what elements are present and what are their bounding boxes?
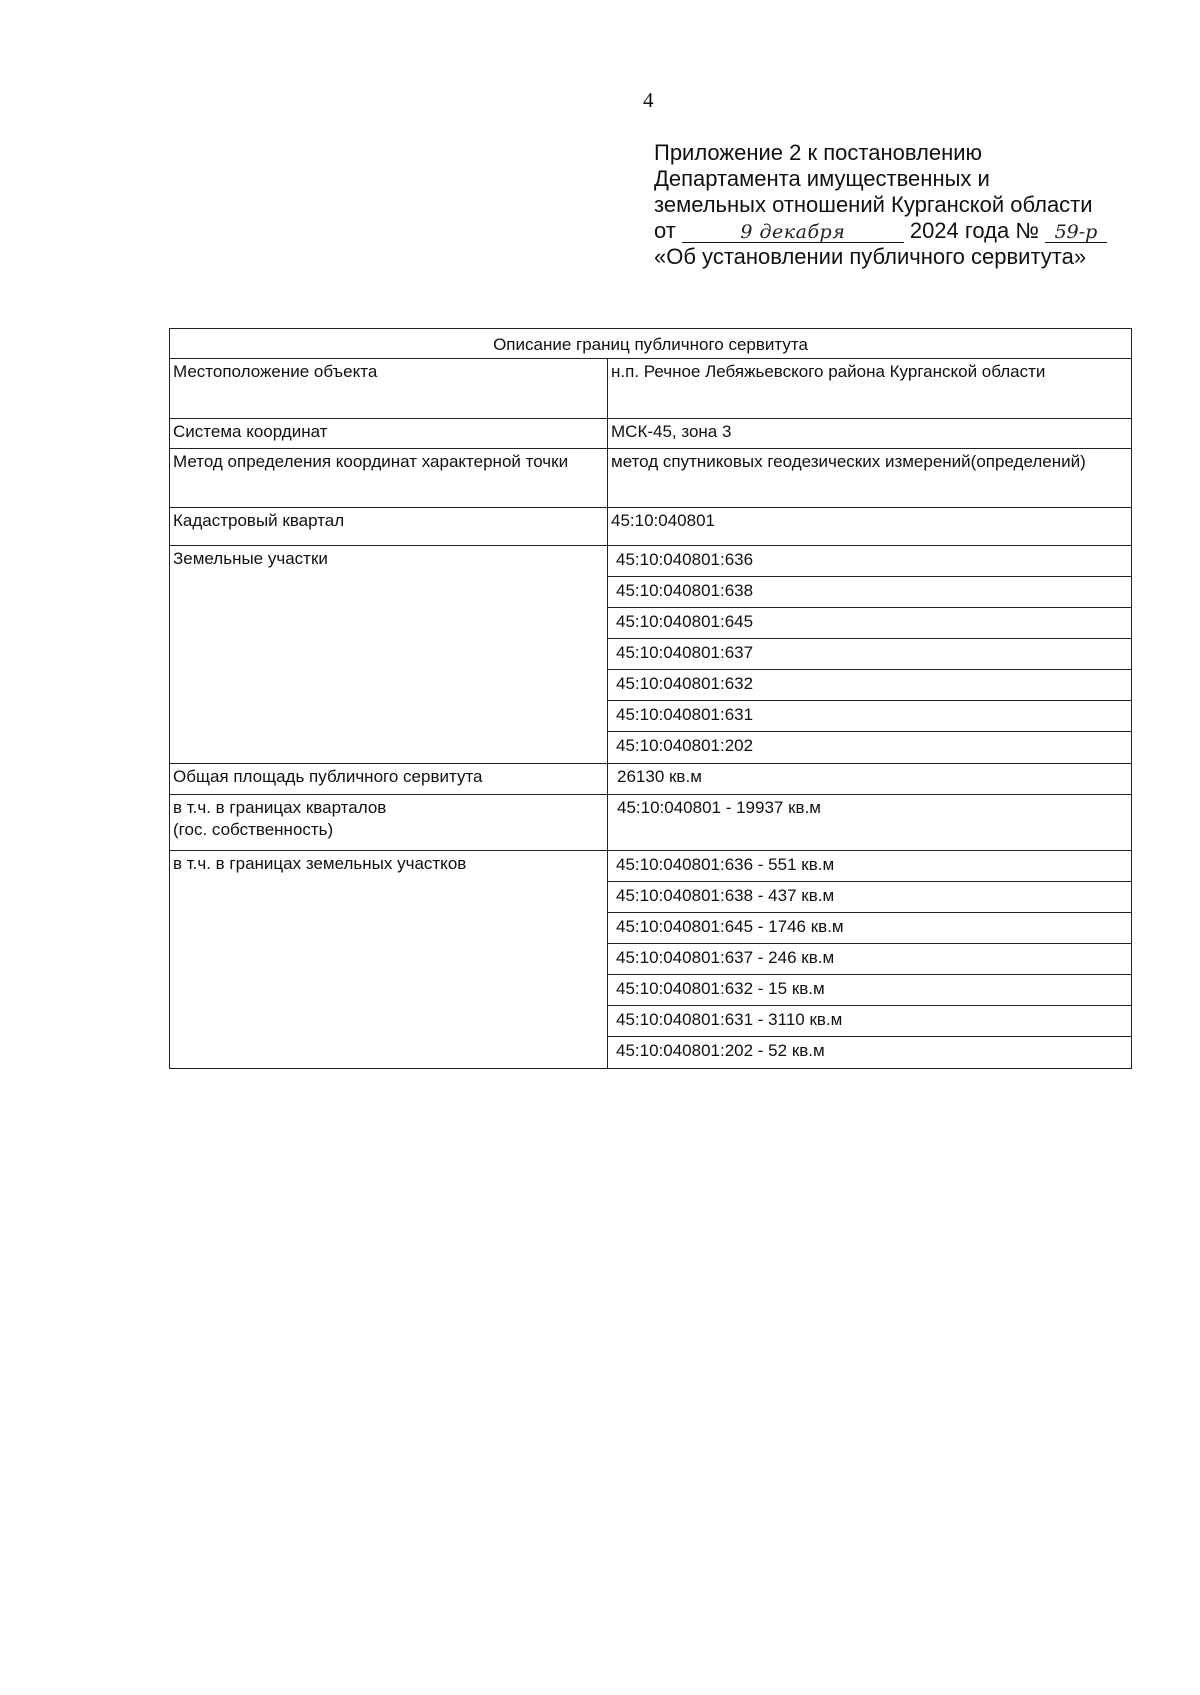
total-area-value: 26130 кв.м bbox=[617, 767, 702, 786]
table-row-coord-system bbox=[170, 419, 1131, 449]
quarters-label-line-1: в т.ч. в границах кварталов bbox=[173, 798, 387, 817]
appendix-line-1: Приложение 2 к постановлению bbox=[654, 140, 983, 165]
land-plots-label: Земельные участки bbox=[170, 546, 608, 763]
appendix-line-4 bbox=[654, 218, 1174, 244]
table-row-land-plots bbox=[170, 546, 1131, 764]
land-plot-item: 45:10:040801:632 bbox=[608, 670, 1131, 701]
handwritten-number: 59-р bbox=[1045, 222, 1107, 243]
table-row-location bbox=[170, 359, 1131, 419]
land-plot-item: 45:10:040801:636 bbox=[608, 546, 1131, 577]
appendix-line-2: Департамента имущественных и bbox=[654, 166, 990, 191]
year-label: 2024 года № bbox=[909, 218, 1039, 243]
plot-area-item: 45:10:040801:637 - 246 кв.м bbox=[608, 944, 1131, 975]
table-row-method bbox=[170, 449, 1131, 508]
plot-area-item: 45:10:040801:645 - 1746 кв.м bbox=[608, 913, 1131, 944]
plots-area-label: в т.ч. в границах земельных участков bbox=[170, 851, 608, 1068]
plot-area-item: 45:10:040801:632 - 15 кв.м bbox=[608, 975, 1131, 1006]
quarters-label bbox=[170, 795, 608, 850]
cadastral-quarter-label: Кадастровый квартал bbox=[170, 508, 608, 545]
plot-area-item: 45:10:040801:638 - 437 кв.м bbox=[608, 882, 1131, 913]
appendix-line-5: «Об установлении публичного сервитута» bbox=[654, 244, 1087, 269]
land-plot-item: 45:10:040801:202 bbox=[616, 736, 754, 755]
table-row-plots-area bbox=[170, 851, 1131, 1068]
plots-area-list bbox=[608, 851, 1131, 1068]
table-row-total-area bbox=[170, 764, 1131, 795]
land-plot-item: 45:10:040801:631 bbox=[608, 701, 1131, 732]
location-value: н.п. Речное Лебяжьевского района Курганской области bbox=[611, 362, 1046, 381]
table-row-cadastral-quarter bbox=[170, 508, 1131, 546]
table-row-quarters bbox=[170, 795, 1131, 851]
coord-system-label: Система координат bbox=[170, 419, 608, 448]
plot-area-item: 45:10:040801:202 - 52 кв.м bbox=[616, 1041, 825, 1060]
from-label: от bbox=[654, 218, 676, 243]
plot-area-item: 45:10:040801:636 - 551 кв.м bbox=[608, 851, 1131, 882]
cadastral-quarter-value: 45:10:040801 bbox=[611, 511, 715, 530]
appendix-header bbox=[654, 140, 1174, 270]
handwritten-date: 9 декабря bbox=[682, 222, 904, 243]
servitude-table bbox=[169, 328, 1132, 1069]
page-number: 4 bbox=[643, 88, 654, 112]
land-plot-item: 45:10:040801:637 bbox=[608, 639, 1131, 670]
quarters-label-line-2: (гос. собственность) bbox=[173, 820, 334, 839]
total-area-label: Общая площадь публичного сервитута bbox=[170, 764, 608, 794]
method-value: метод спутниковых геодезических измерений(определений) bbox=[611, 452, 1086, 471]
land-plot-item: 45:10:040801:645 bbox=[608, 608, 1131, 639]
location-label: Местоположение объекта bbox=[170, 359, 608, 418]
quarters-value: 45:10:040801 - 19937 кв.м bbox=[617, 798, 821, 817]
coord-system-value: МСК-45, зона 3 bbox=[611, 422, 732, 441]
table-header: Описание границ публичного сервитута bbox=[170, 329, 1131, 359]
land-plot-item: 45:10:040801:638 bbox=[608, 577, 1131, 608]
appendix-line-3: земельных отношений Курганской области bbox=[654, 192, 1093, 217]
land-plots-list bbox=[608, 546, 1131, 763]
method-label: Метод определения координат характерной точки bbox=[170, 449, 608, 507]
plot-area-item: 45:10:040801:631 - 3110 кв.м bbox=[608, 1006, 1131, 1037]
